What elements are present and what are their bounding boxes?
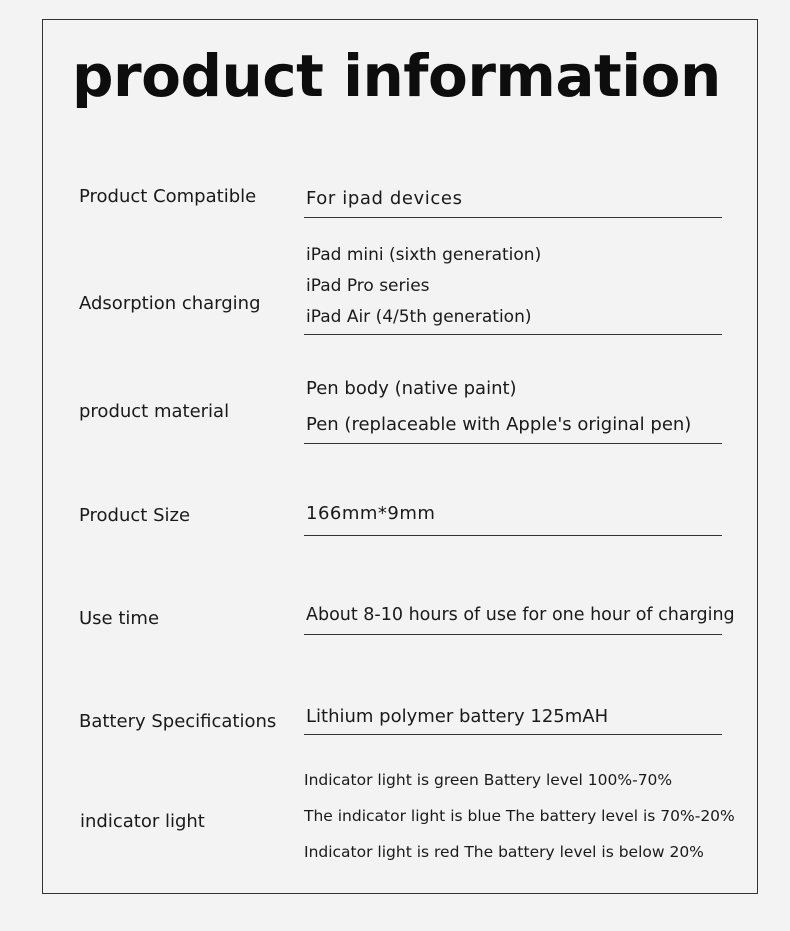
row-label-material: product material [79, 401, 230, 422]
row-divider [304, 217, 722, 218]
row-divider [304, 334, 722, 335]
row-value-adsorption-3: iPad Air (4/5th generation) [306, 307, 532, 327]
row-value-adsorption-2: iPad Pro series [306, 276, 430, 296]
row-value-size: 166mm*9mm [306, 503, 436, 524]
row-divider [304, 634, 722, 635]
row-label-battery: Battery Specifications [79, 711, 277, 732]
row-divider [304, 535, 722, 536]
content-frame [42, 19, 758, 894]
row-value-indicator-green: Indicator light is green Battery level 100%-70% [304, 771, 673, 789]
row-divider [304, 734, 722, 735]
row-value-material-2: Pen (replaceable with Apple's original pen) [306, 414, 692, 435]
row-label-use-time: Use time [79, 608, 160, 629]
row-value-material-1: Pen body (native paint) [306, 378, 517, 399]
row-value-indicator-blue: The indicator light is blue The battery level is 70%-20% [304, 807, 735, 825]
row-label-indicator: indicator light [80, 811, 205, 832]
row-value-adsorption-1: iPad mini (sixth generation) [306, 245, 542, 265]
row-value-indicator-red: Indicator light is red The battery level is below 20% [304, 843, 704, 861]
row-divider [304, 443, 722, 444]
row-label-size: Product Size [79, 505, 191, 526]
row-label-adsorption: Adsorption charging [79, 293, 261, 314]
row-value-battery: Lithium polymer battery 125mAH [306, 706, 609, 727]
page-title: product information [72, 42, 721, 110]
row-value-use-time: About 8-10 hours of use for one hour of charging [306, 605, 735, 625]
row-value-compatible: For ipad devices [306, 188, 463, 209]
row-label-compatible: Product Compatible [79, 186, 257, 207]
